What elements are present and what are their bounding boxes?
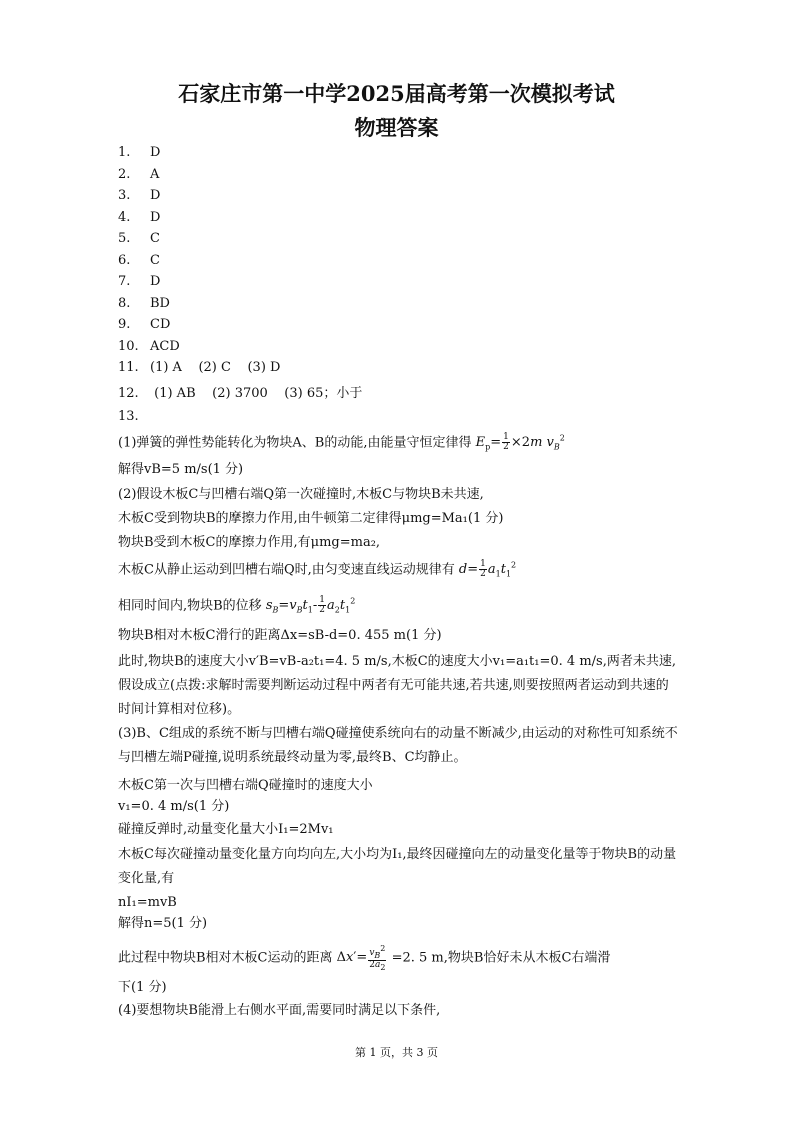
answer-row (118, 145, 160, 160)
q13-p16: 解得n=5(1 分) (118, 916, 208, 931)
page-title: 石家庄市第一中学2025届高考第一次模拟考试 (178, 81, 615, 106)
q13-p1-equation: $E_p=$ $\frac{1}{2}$ ×2m $v_B^2$ (475, 432, 565, 453)
answer-number: 10. (118, 338, 139, 354)
answer-number: 4. (118, 209, 131, 225)
q13-p17 (118, 944, 610, 972)
answer-value: D (150, 188, 161, 203)
q13-p1-text: (1)弹簧的弹性势能转化为物块A、B的动能,由能量守恒定律得 (118, 435, 472, 451)
answer-number: 1. (118, 145, 131, 160)
answer-value: C (150, 231, 160, 246)
q13-p10: (3)B、C组成的系统不断与凹槽右端Q碰撞使系统向右的动量不断减少,由运动的对称性可知系统不与凹槽左端P碰撞,说明系统最终动量为零,最终B、C均静止。 (118, 726, 678, 765)
q13-p12: v₁=0. 4 m/s(1 分) (118, 799, 230, 814)
q13-p4: 木板C受到物块B的摩擦力作用,由牛顿第二定律得μmg=Ma₁(1 分) (118, 511, 504, 526)
answer-row (118, 210, 160, 225)
q13-p1 (118, 431, 565, 456)
answer-number: 2. (118, 166, 131, 182)
q13-p13: 碰撞反弹时,动量变化量大小I₁=2Mv₁ (118, 822, 334, 837)
answer-number: 8. (118, 295, 131, 311)
q13-p11: 木板C第一次与凹槽右端Q碰撞时的速度大小 (118, 778, 373, 793)
answer-value: D (150, 209, 161, 225)
answer-row (118, 360, 280, 375)
q13-p17-text: 此过程中物块B相对木板C运动的距离 (118, 950, 333, 966)
answer-row (118, 339, 180, 354)
q13-p5: 物块B受到木板C的摩擦力作用,有μmg=ma₂, (118, 535, 381, 550)
answer-row (118, 317, 170, 332)
q13-p17-equation: Δx′= $\frac{v_B^2}{2a_2}$ (336, 944, 386, 972)
q13-p7 (118, 594, 355, 619)
page-footer: 第 1 页，共 3 页 (355, 1046, 438, 1059)
answer-value: C (150, 252, 160, 268)
answer-number: 3. (118, 188, 131, 203)
answer-row (118, 296, 170, 311)
q13-p14: 木板C每次碰撞动量变化量方向均向左,大小均为I₁,最终因碰撞向左的动量变化量等于物块B的动量变化量,有 (118, 847, 677, 886)
q13-p15: nI₁=mvB (118, 895, 177, 910)
q13-p2: 解得vB=5 m/s(1 分) (118, 462, 244, 477)
answer-row (118, 167, 159, 182)
answer-row (118, 253, 160, 268)
answer-value: ACD (150, 338, 180, 354)
q13-p3: (2)假设木板C与凹槽右端Q第一次碰撞时,木板C与物块B未共速, (118, 487, 484, 502)
q13-p18: 下(1 分) (118, 980, 167, 995)
q13-p9: 此时,物块B的速度大小v′B=vB-a₂t₁=4. 5 m/s,木板C的速度大小v₁=a₁t₁=0. 4 m/s,两者未共速,假设成立(点拨:求解时需要判断运动过程中两者有无可能共速,若共速,则要按照两者运动到共速的时间计算相对位移)。 (118, 654, 676, 717)
answer-number: 6. (118, 252, 131, 268)
q13-p17-rest: =2. 5 m,物块B恰好未从木板C右端滑 (391, 950, 611, 966)
answer-value: (1) AB (2) 3700 (3) 65；小于 (150, 385, 363, 401)
answer-number: 5. (118, 231, 131, 246)
q13-p6-text: 木板C从静止运动到凹槽右端Q时,由匀变速直线运动规律有 (118, 562, 455, 578)
q13-p7-text: 相同时间内,物块B的位移 (118, 598, 262, 614)
q13-p6-equation: d= $\frac{1}{2}$ $a_1t_1^2$ (458, 559, 517, 580)
answer-value: D (150, 274, 161, 289)
answer-number: 7. (118, 274, 131, 289)
answer-number: 11. (118, 360, 139, 375)
page-subtitle: 物理答案 (354, 115, 439, 140)
answer-row (118, 274, 160, 289)
answer-value: (1) A (2) C (3) D (150, 360, 281, 375)
answer-number: 9. (118, 317, 131, 332)
answer-row (118, 231, 160, 246)
q13-p8: 物块B相对木板C滑行的距离Δx=sB-d=0. 455 m(1 分) (118, 628, 442, 643)
answer-row (118, 188, 160, 203)
q13-p7-equation: $s_B=v_Bt_1-$ $\frac{1}{2}$ $a_2t_1^2$ (265, 595, 356, 616)
q13-label: 13. (118, 409, 139, 424)
answer-value: D (150, 145, 161, 160)
q13-p19: (4)要想物块B能滑上右侧水平面,需要同时满足以下条件, (118, 1003, 441, 1018)
answer-value: A (150, 166, 160, 182)
answer-number: 12. (118, 385, 139, 401)
q13-p6 (118, 558, 516, 583)
answer-value: CD (150, 317, 171, 332)
answer-value: BD (150, 295, 170, 311)
answer-row (118, 382, 362, 401)
